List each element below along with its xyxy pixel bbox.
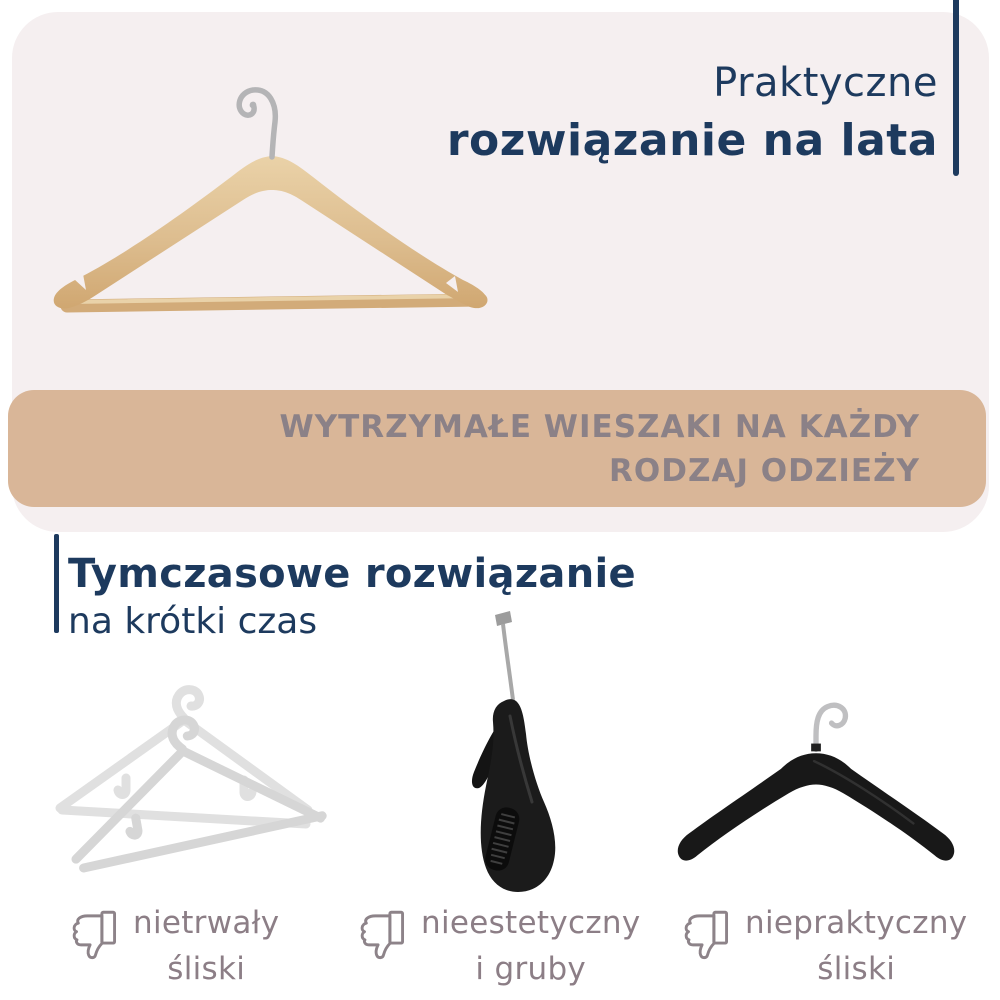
section-heading-line1: Tymczasowe rozwiązanie bbox=[68, 551, 636, 597]
thumbs-down-icon bbox=[674, 906, 732, 962]
wooden-hanger-image bbox=[30, 78, 510, 323]
caption-line2: i gruby bbox=[475, 951, 587, 987]
caption-nieestetyczny bbox=[350, 900, 641, 992]
thumbs-down-icon bbox=[62, 906, 120, 962]
black-thick-plastic-hanger-image bbox=[452, 606, 572, 896]
hero-title bbox=[447, 60, 938, 167]
caption-line1: nieestetyczny bbox=[421, 905, 641, 941]
caption-niepraktyczny bbox=[674, 900, 967, 992]
white-plastic-hangers-image bbox=[26, 678, 336, 883]
black-plastic-coat-hanger-image bbox=[668, 692, 965, 874]
section-accent-bar bbox=[54, 534, 59, 633]
caption-line1: nietrwały bbox=[133, 905, 280, 941]
section-heading-line2: na krótki czas bbox=[68, 601, 318, 642]
caption-nietrwaly bbox=[62, 900, 279, 992]
caption-line1: niepraktyczny bbox=[745, 905, 968, 941]
info-banner bbox=[8, 390, 986, 507]
thumbs-down-icon bbox=[350, 906, 408, 962]
caption-line2: śliski bbox=[817, 951, 896, 987]
hero-title-line1: Praktyczne bbox=[713, 60, 938, 106]
hero-accent-line bbox=[953, 0, 959, 176]
banner-line1: WYTRZYMAŁE WIESZAKI NA KAŻDY bbox=[279, 408, 920, 445]
caption-line2: śliski bbox=[167, 951, 246, 987]
banner-line2: RODZAJ ODZIEŻY bbox=[609, 452, 920, 489]
hero-title-line2: rozwiązanie na lata bbox=[446, 115, 938, 167]
